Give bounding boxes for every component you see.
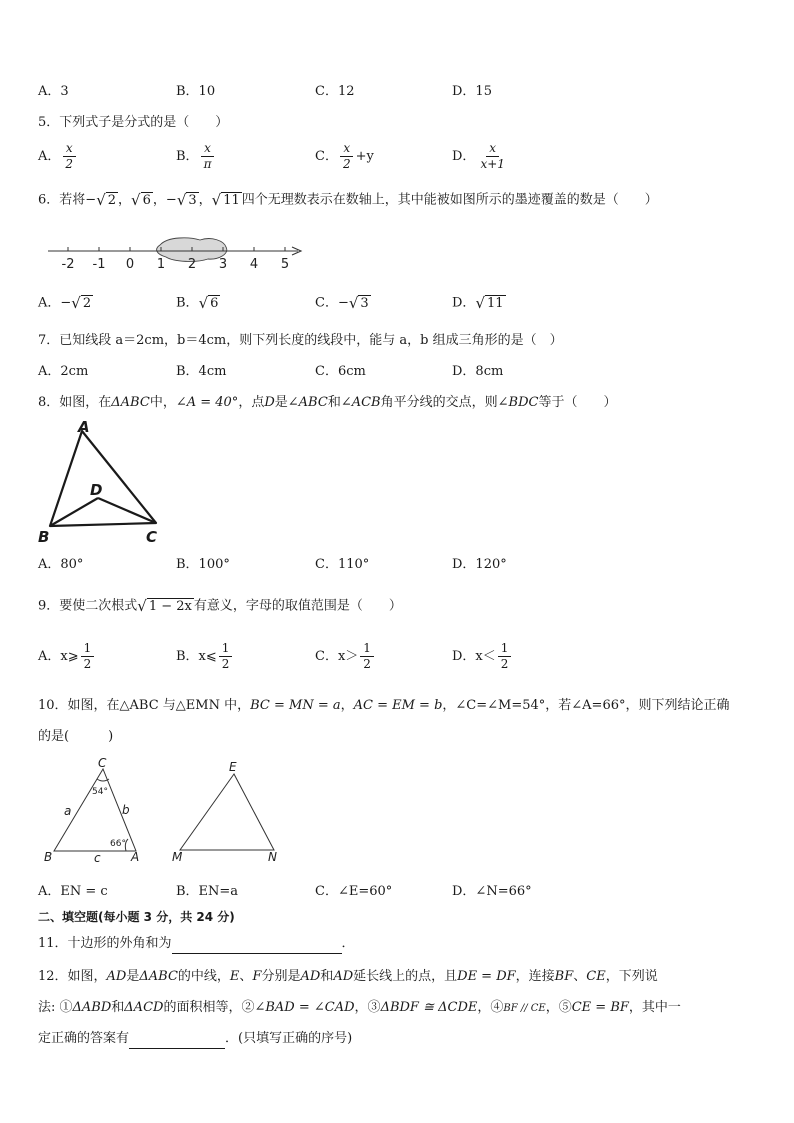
axis-label-neg2: -2 <box>61 257 75 272</box>
fig-label-a-vertex: A <box>131 850 140 864</box>
fig-label-side-b: b <box>122 803 130 817</box>
axis-label-neg1: -1 <box>92 257 106 272</box>
q7-option-a: A．2cm <box>38 364 89 379</box>
q8-option-b: B．100° <box>176 557 230 572</box>
fig-label-n-vertex: N <box>268 850 277 864</box>
q4-option-b: B．10 <box>176 84 216 99</box>
q4-option-c: C．12 <box>315 84 355 99</box>
q5-option-c: C． $\frac{x}{2}$ +y <box>315 141 374 171</box>
vertex-label-c: C <box>146 528 158 546</box>
q10-stem-line2: 的是( ) <box>38 729 114 744</box>
q10-stem-line1: 10．如图，在△ABC 与△EMN 中，BC = MN = a，AC = EM = b，∠C=∠M=54°，若∠A=66°，则下列结论正确 <box>38 698 730 713</box>
axis-label-2: 2 <box>187 257 197 272</box>
q8-triangle-figure <box>36 418 166 548</box>
q7-option-c: C．6cm <box>315 364 366 379</box>
q10-triangle-emn-figure <box>168 760 288 868</box>
q8-option-a: A．80° <box>38 557 84 572</box>
q10-option-a: A．EN = c <box>38 884 108 899</box>
vertex-label-b: B <box>38 528 50 546</box>
q10-option-b: B．EN=a <box>176 884 239 899</box>
q6-number-line-figure <box>40 232 310 272</box>
axis-label-5: 5 <box>280 257 290 272</box>
q6-stem: 6．若将− √ 2 ， √ 6 ，− √ 3 ， √ 11 四个无理数表示在数轴上，其中能被如图所示的墨迹覆盖的数是（ ） <box>38 191 658 209</box>
q6-option-b: B． √ 6 <box>176 294 219 312</box>
q7-option-d: D．8cm <box>452 364 504 379</box>
q9-option-b: B．x⩽ $\frac{1}{2}$ <box>176 641 234 672</box>
fig-angle-66: 66° <box>110 839 126 849</box>
fig-label-b-vertex: B <box>44 850 53 864</box>
q7-stem: 7．已知线段 a＝2cm，b＝4cm，则下列长度的线段中，能与 a，b 组成三角形的是（ ） <box>38 333 563 348</box>
q9-option-c: C．x＞ $\frac{1}{2}$ <box>315 641 376 672</box>
q12-stem-line3: 定正确的答案有 ．(只填写正确的序号) <box>38 1030 352 1049</box>
vertex-label-d: D <box>90 481 103 499</box>
q6-option-c: C．− √ 3 <box>315 294 369 312</box>
q4-option-d: D．15 <box>452 84 492 99</box>
q11-answer-blank[interactable] <box>172 935 342 954</box>
fig-angle-54: 54° <box>92 787 108 797</box>
q4-option-a: A．3 <box>38 84 69 99</box>
q6-option-a: A．− √ 2 <box>38 294 92 312</box>
q12-stem-line2: 法: ①ΔABD和ΔACD的面积相等，②∠BAD = ∠CAD，③ΔBDF ≅ ΔCDE，④BF // CE，⑤CE = BF，其中一 <box>38 1000 681 1015</box>
q5-option-b: B． $\frac{x}{\pi}$ <box>176 141 216 172</box>
q9-option-d: D．x＜ $\frac{1}{2}$ <box>452 641 513 672</box>
q5-option-a: A． $\frac{x}{2}$ <box>38 141 78 172</box>
axis-label-0: 0 <box>125 257 135 272</box>
q9-stem: 9．要使二次根式 √ 1 − 2x 有意义，字母的取值范围是（ ） <box>38 597 402 615</box>
q8-stem: 8．如图，在ΔABC中，∠A = 40°，点D是∠ABC和∠ACB角平分线的交点，则∠BDC等于（ ） <box>38 395 617 410</box>
vertex-label-a: A <box>78 418 90 436</box>
q7-option-b: B．4cm <box>176 364 227 379</box>
q12-stem-line1: 12．如图，AD是ΔABC的中线，E、F分别是AD和AD延长线上的点，且DE = DF，连接BF、CE，下列说 <box>38 969 658 984</box>
q10-option-d: D．∠N=66° <box>452 884 532 899</box>
section-heading-fill-in: 二、填空题(每小题 3 分，共 24 分) <box>38 910 235 924</box>
axis-label-3: 3 <box>218 257 228 272</box>
q10-option-c: C．∠E=60° <box>315 884 393 899</box>
q5-option-d: D． $\frac{x}{x+1}$ <box>452 141 505 171</box>
fig-label-side-c: c <box>94 851 101 865</box>
q8-option-d: D．120° <box>452 557 507 572</box>
q12-answer-blank[interactable] <box>129 1030 225 1049</box>
q5-stem: 5．下列式子是分式的是（ ） <box>38 115 229 130</box>
q8-option-c: C．110° <box>315 557 370 572</box>
q9-option-a: A．x⩾ $\frac{1}{2}$ <box>38 641 96 672</box>
fig-label-e-vertex: E <box>229 760 237 774</box>
fig-label-m-vertex: M <box>172 850 183 864</box>
fig-label-c-vertex: C <box>98 756 107 770</box>
q6-option-d: D． √ 11 <box>452 294 504 312</box>
q11-stem: 11．十边形的外角和为 ． <box>38 935 355 954</box>
fig-label-side-a: a <box>64 804 72 818</box>
q10-triangle-abc-figure <box>40 755 160 867</box>
axis-label-4: 4 <box>249 257 259 272</box>
axis-label-1: 1 <box>156 257 166 272</box>
